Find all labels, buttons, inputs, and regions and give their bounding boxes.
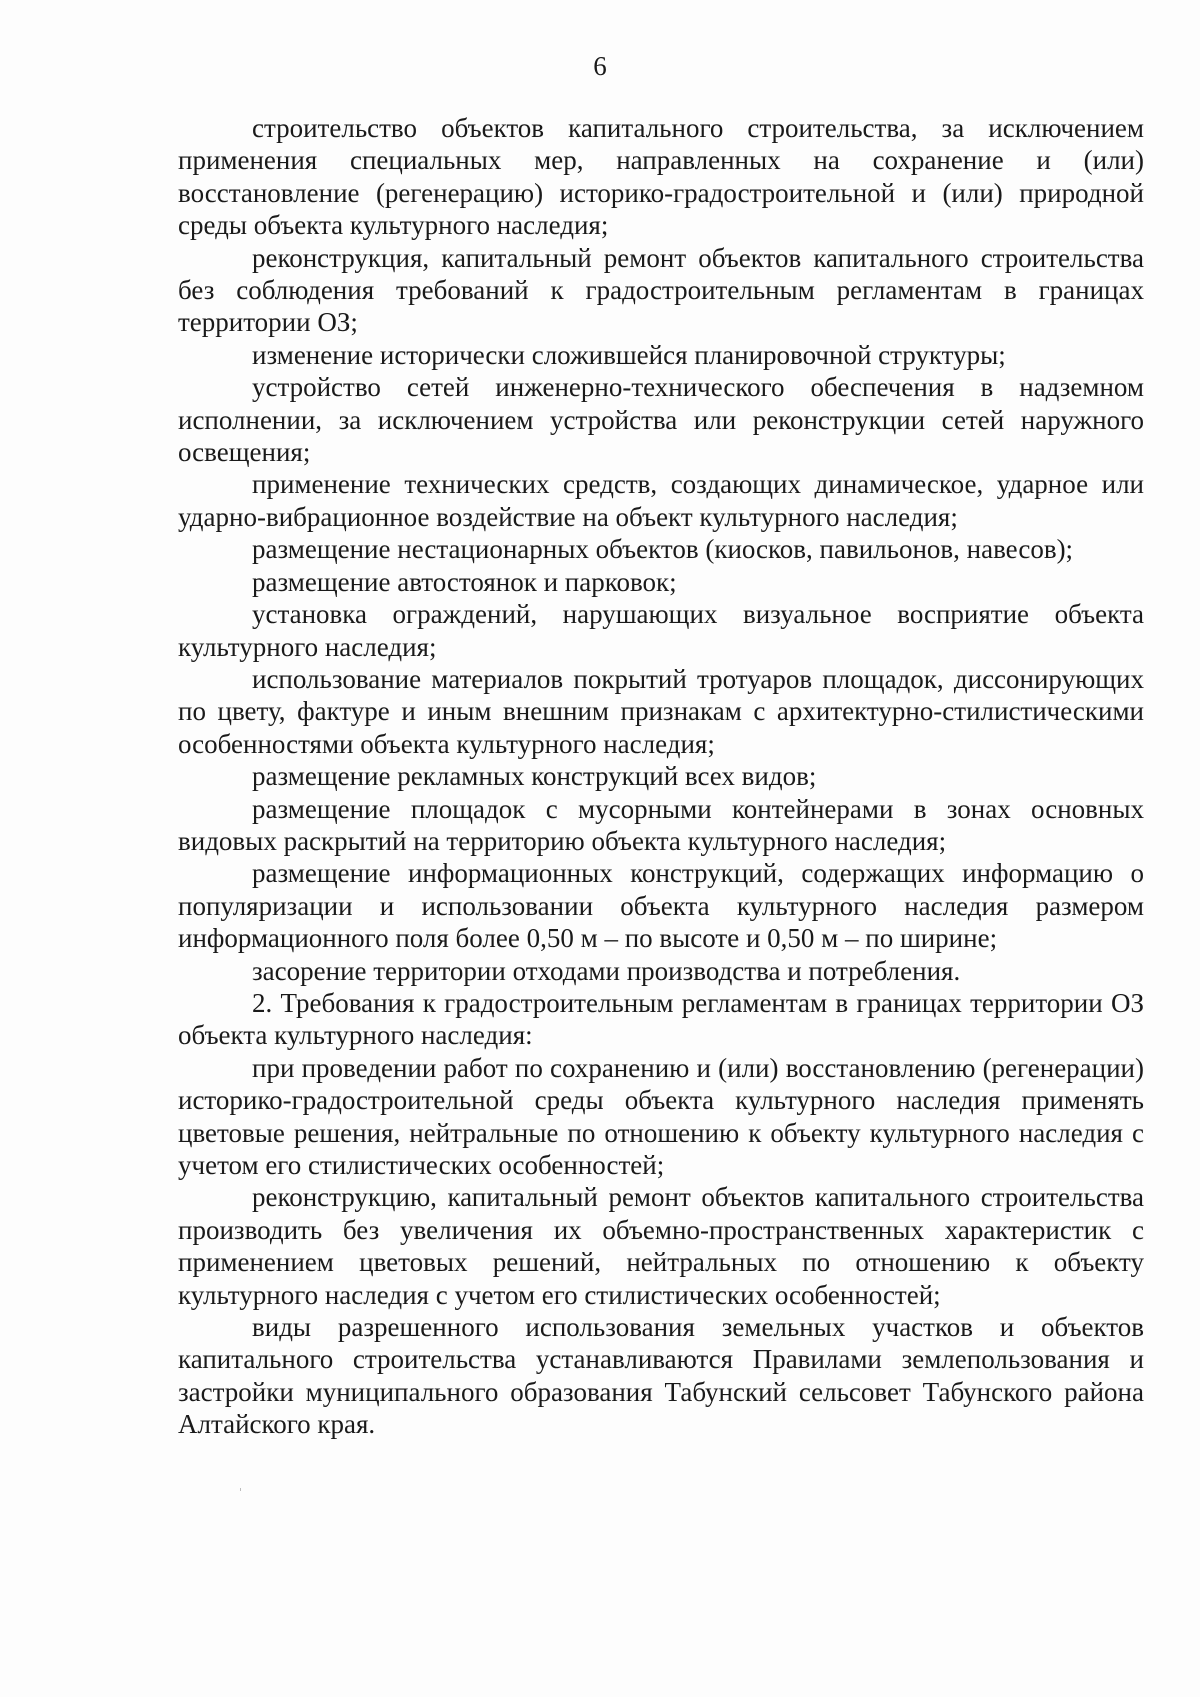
paragraph: применение технических средств, создающих динамическое, ударное или ударно-вибрационное воздействие на объект культурного наследия; (178, 469, 1144, 532)
paragraph: размещение рекламных конструкций всех видов; (252, 761, 817, 792)
document-body (178, 112, 1144, 1441)
paragraph: при проведении работ по сохранению и (или) восстановлению (регенерации) историко-градостроительной среды объекта культурного наследия применять цветовые решения, нейтральные по отношению к объекту культурного наследия с учетом его стилистических особенностей; (178, 1052, 1144, 1180)
paragraph: размещение площадок с мусорными контейнерами в зонах основных видовых раскрытий на территорию объекта культурного наследия; (178, 793, 1144, 856)
paragraph: установка ограждений, нарушающих визуальное восприятие объекта культурного наследия; (178, 599, 1144, 662)
paragraph: изменение исторически сложившейся планировочной структуры; (252, 339, 1006, 370)
section-heading-paragraph: 2. Требования к градостроительным регламентам в границах территории ОЗ объекта культурного наследия: (178, 987, 1144, 1051)
paragraph: виды разрешенного использования земельных участков и объектов капитального строительства устанавливаются Правилами землепользования и застройки муниципального образования Табунский сельсовет Табунского района Алтайского края. (178, 1312, 1144, 1440)
paragraph: размещение нестационарных объектов (киосков, павильонов, навесов); (252, 534, 1074, 565)
paragraph: устройство сетей инженерно-технического обеспечения в надземном исполнении, за исключением устройства или реконструкции сетей наружного освещения; (178, 372, 1144, 468)
paragraph: реконструкция, капитальный ремонт объектов капитального строительства без соблюдения требований к градостроительным регламентам в границах территории ОЗ; (178, 242, 1144, 338)
paragraph: размещение информационных конструкций, содержащих информацию о популяризации и использовании объекта культурного наследия размером информационного поля более 0,50 м – по высоте и 0,50 м – по ширине; (178, 858, 1144, 954)
paragraph: засорение территории отходами производства и потребления. (252, 955, 961, 986)
paragraph: использование материалов покрытий тротуаров площадок, диссонирующих по цвету, фактуре и иным внешним признакам с архитектурно-стилистическими особенностями объекта культурного наследия; (178, 663, 1144, 759)
scan-speck (240, 1488, 241, 1491)
paragraph: реконструкцию, капитальный ремонт объектов капитального строительства производить без увеличения их объемно-пространственных характеристик с применением цветовых решений, нейтральных по отношению к объекту культурного наследия с учетом его стилистических особенностей; (178, 1182, 1144, 1310)
paragraph: размещение автостоянок и парковок; (252, 566, 677, 597)
paragraph: строительство объектов капитального строительства, за исключением применения специальных мер, направленных на сохранение и (или) восстановление (регенерацию) историко-градостроительной и (или) природной среды объекта культурного наследия; (178, 113, 1144, 241)
page-number: 6 (593, 51, 607, 81)
